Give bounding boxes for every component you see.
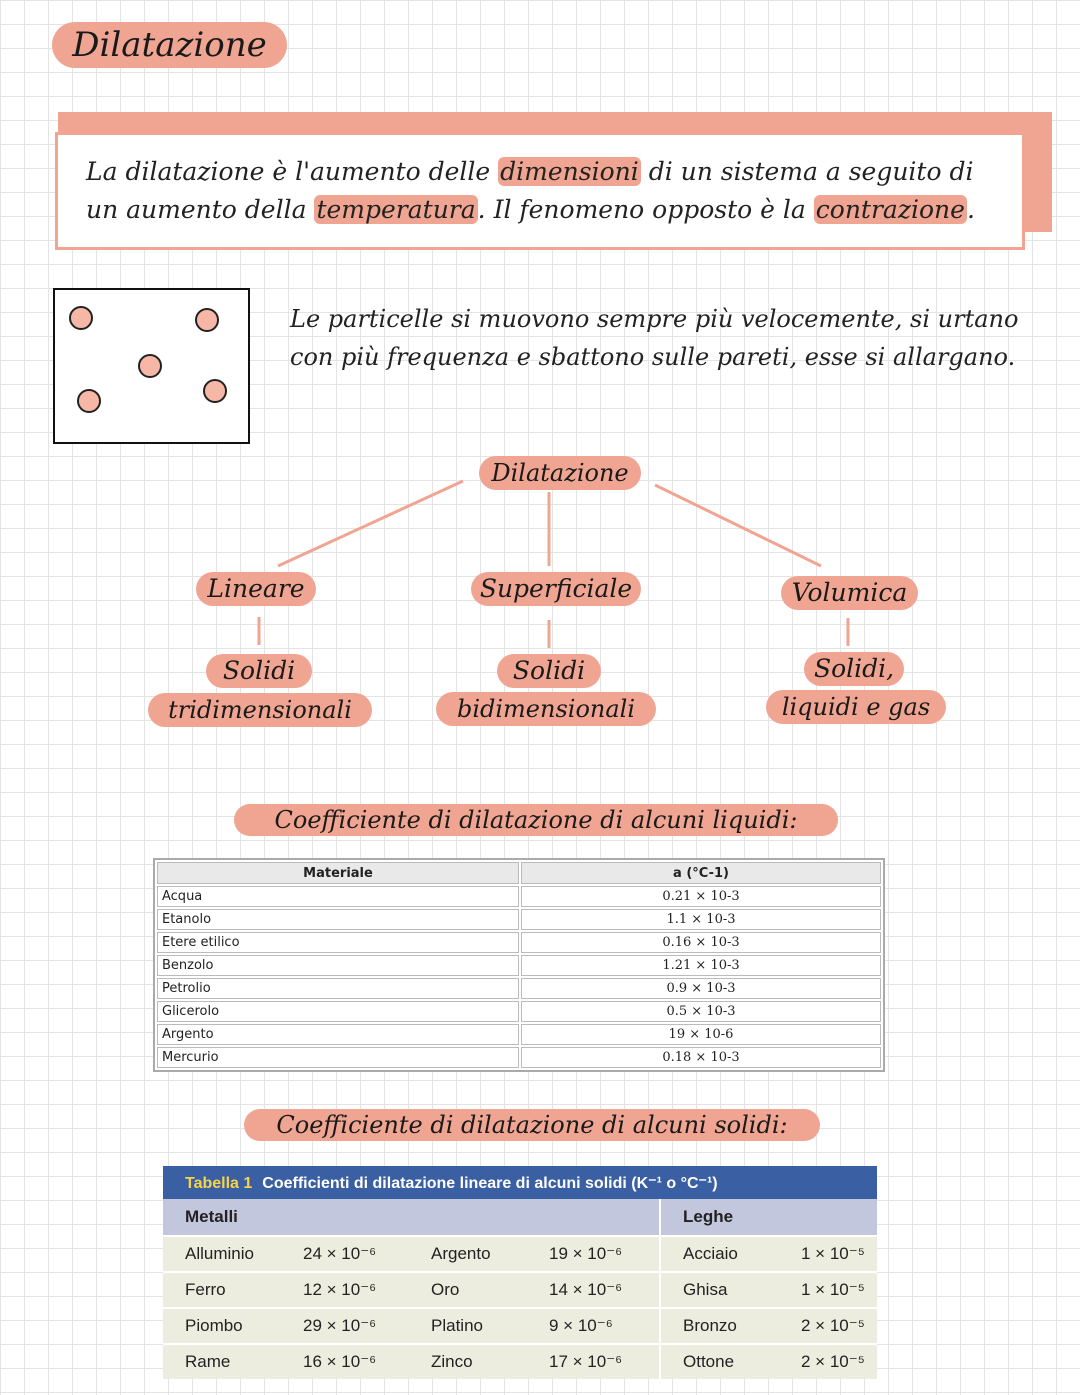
table-row: Petrolio 0.9 × 10-3 — [157, 978, 881, 999]
table-row: Etanolo 1.1 × 10-3 — [157, 909, 881, 930]
solids-table — [163, 1166, 877, 1379]
column-header-materiale: Materiale — [157, 862, 519, 884]
map-node-superficiale-sub2: bidimensionali — [436, 692, 656, 726]
page-title: Dilatazione — [52, 22, 287, 68]
table-row: Benzolo 1.21 × 10-3 — [157, 955, 881, 976]
solids-table-caption — [163, 1166, 877, 1199]
map-node-volumica-sub2: liquidi e gas — [766, 690, 946, 724]
map-node-superficiale-sub1: Solidi — [497, 654, 601, 688]
highlight-temperatura: temperatura — [316, 195, 476, 224]
map-root: Dilatazione — [479, 456, 641, 490]
definition-line-1: La dilatazione è l'aumento delle dimensioni di un sistema a seguito di — [86, 157, 974, 186]
liquids-table — [153, 858, 885, 1072]
highlight-dimensioni: dimensioni — [500, 157, 639, 186]
solids-table-header — [163, 1199, 877, 1235]
map-node-superficiale: Superficiale — [471, 572, 641, 606]
table-header-row — [157, 862, 881, 884]
map-node-lineare-sub2: tridimensionali — [148, 693, 372, 727]
column-header-coefficient: a (°C-1) — [521, 862, 881, 884]
particles-description: Le particelle si muovono sempre più velocemente, si urtano con più frequenza e sbattono sulle pareti, esse si allargano. — [290, 305, 1019, 371]
map-node-lineare: Lineare — [196, 572, 316, 606]
table-row: Glicerolo 0.5 × 10-3 — [157, 1001, 881, 1022]
table-row: Acqua 0.21 × 10-3 — [157, 886, 881, 907]
table-row: Alluminio 24 × 10⁻⁶ Argento 19 × 10⁻⁶ Acciaio 1 × 10⁻⁵ — [163, 1237, 877, 1271]
definition-line-2: un aumento della temperatura. Il fenomeno opposto è la contrazione. — [86, 195, 975, 224]
table-row: Rame 16 × 10⁻⁶ Zinco 17 × 10⁻⁶ Ottone 2 × 10⁻⁵ — [163, 1345, 877, 1379]
table-caption: Coefficienti di dilatazione lineare di alcuni solidi (K⁻¹ o °C⁻¹) — [262, 1174, 718, 1192]
table-row: Mercurio 0.18 × 10-3 — [157, 1047, 881, 1068]
column-header-metalli: Metalli — [163, 1199, 660, 1235]
map-node-volumica: Volumica — [781, 576, 918, 610]
column-header-leghe: Leghe — [660, 1199, 877, 1235]
liquids-heading: Coefficiente di dilatazione di alcuni liquidi: — [234, 804, 838, 836]
solids-heading: Coefficiente di dilatazione di alcuni solidi: — [244, 1109, 820, 1141]
highlight-contrazione: contrazione — [815, 195, 965, 224]
table-row: Ferro 12 × 10⁻⁶ Oro 14 × 10⁻⁶ Ghisa 1 × 10⁻⁵ — [163, 1273, 877, 1307]
table-row: Etere etilico 0.16 × 10-3 — [157, 932, 881, 953]
table-row: Piombo 29 × 10⁻⁶ Platino 9 × 10⁻⁶ Bronzo 2 × 10⁻⁵ — [163, 1309, 877, 1343]
table-row: Argento 19 × 10-6 — [157, 1024, 881, 1045]
map-node-lineare-sub1: Solidi — [206, 654, 312, 688]
map-node-volumica-sub1: Solidi, — [804, 652, 904, 686]
table-number: Tabella 1 — [185, 1174, 253, 1192]
